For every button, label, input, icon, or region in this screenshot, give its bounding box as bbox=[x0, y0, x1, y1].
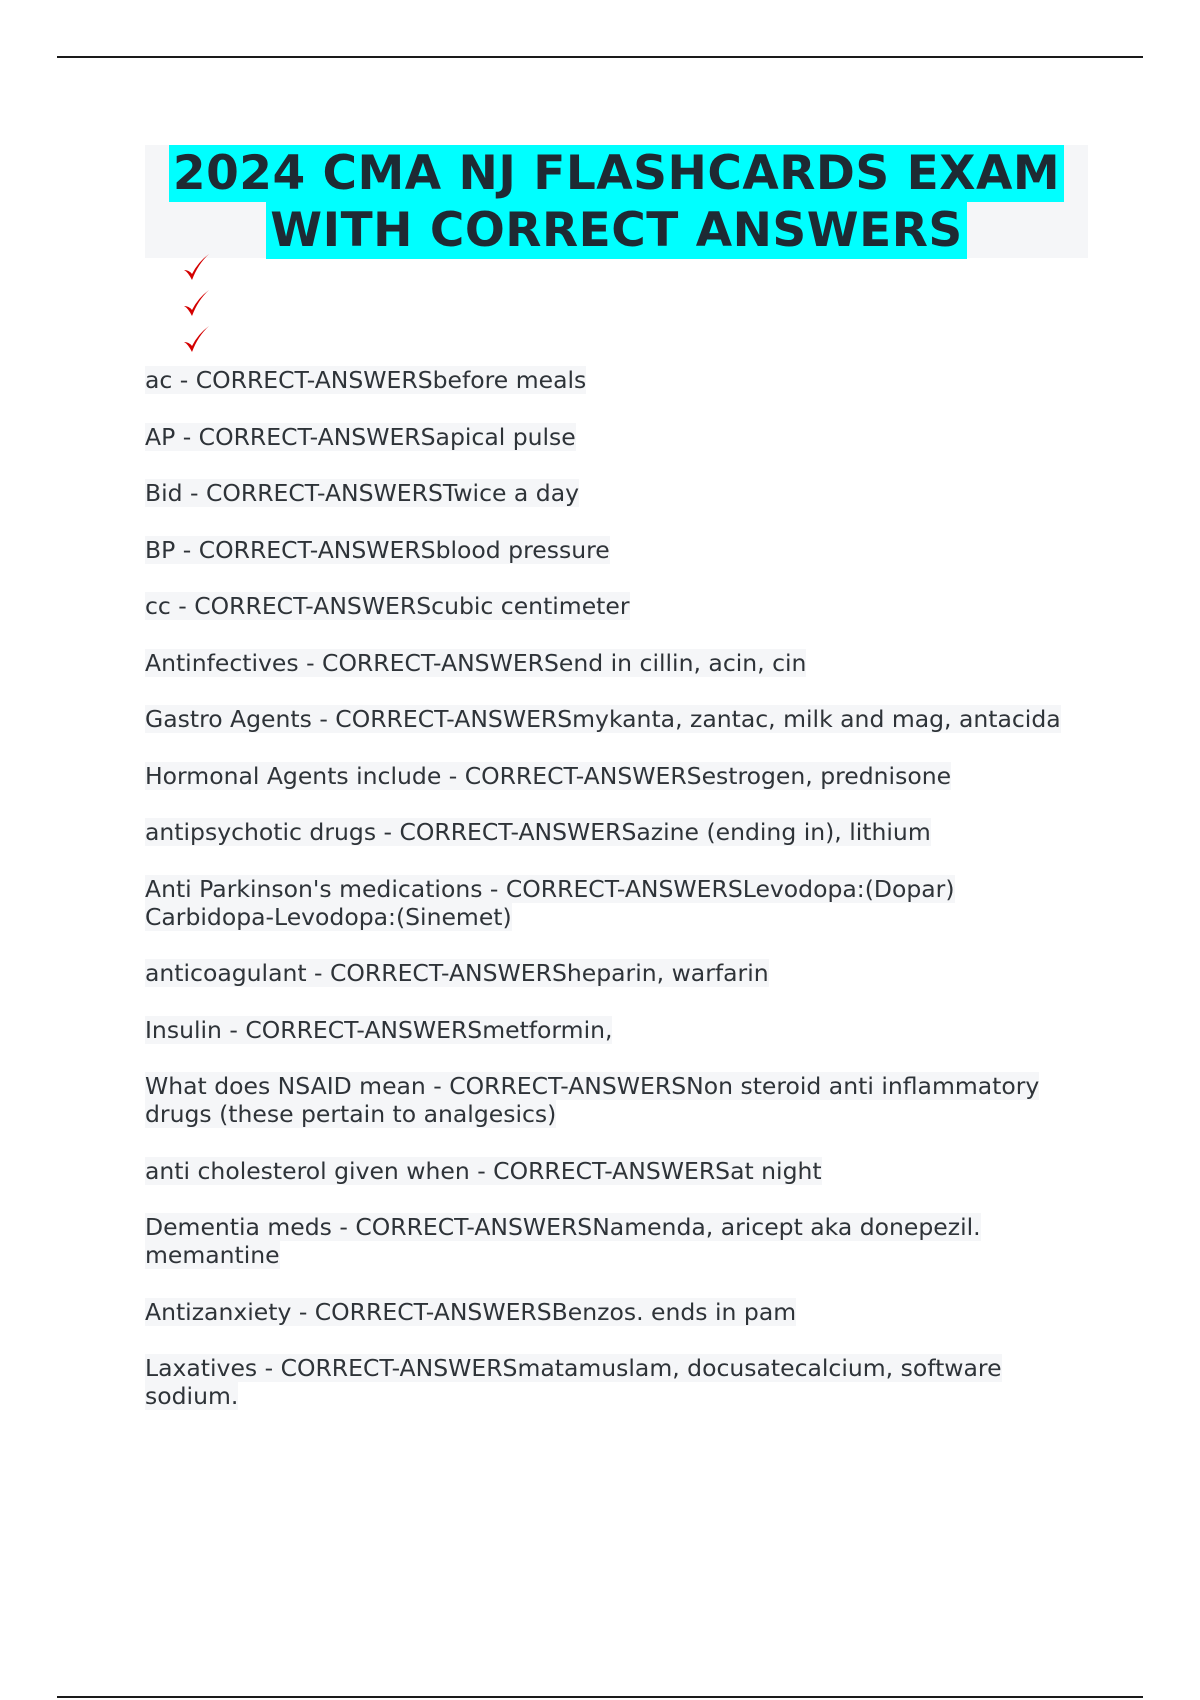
title-block bbox=[145, 145, 1088, 258]
list-item: Bid - CORRECT-ANSWERSTwice a day bbox=[145, 479, 580, 507]
list-item: Antizanxiety - CORRECT-ANSWERSBenzos. ends in pam bbox=[145, 1297, 797, 1326]
check-icon bbox=[180, 286, 212, 322]
list-item: Hormonal Agents include - CORRECT-ANSWERSestrogen, prednisone bbox=[145, 761, 952, 790]
page-title-line-2: WITH CORRECT ANSWERS bbox=[266, 202, 967, 259]
list-item: Laxatives - CORRECT-ANSWERSmatamuslam, docusatecalcium, software sodium. bbox=[145, 1354, 1002, 1410]
list-item: anticoagulant - CORRECT-ANSWERSheparin, warfarin bbox=[145, 959, 769, 987]
check-icon bbox=[180, 322, 212, 358]
checkmark-list bbox=[180, 250, 212, 358]
list-item: Antinfectives - CORRECT-ANSWERSend in cillin, acin, cin bbox=[145, 648, 807, 677]
page-title-line-1: 2024 CMA NJ FLASHCARDS EXAM bbox=[169, 145, 1064, 202]
list-item: BP - CORRECT-ANSWERSblood pressure bbox=[145, 535, 610, 564]
list-item: antipsychotic drugs - CORRECT-ANSWERSazine (ending in), lithium bbox=[145, 818, 931, 846]
list-item: What does NSAID mean - CORRECT-ANSWERSNon steroid anti inflammatory drugs (these pertain to analgesics) bbox=[145, 1072, 1040, 1128]
flashcard-list bbox=[145, 366, 1085, 1439]
list-item: AP - CORRECT-ANSWERSapical pulse bbox=[145, 422, 576, 451]
list-item: Dementia meds - CORRECT-ANSWERSNamenda, aricept aka donepezil. memantine bbox=[145, 1213, 981, 1269]
list-item: ac - CORRECT-ANSWERSbefore meals bbox=[145, 366, 587, 394]
list-item: Anti Parkinson's medications - CORRECT-ANSWERSLevodopa:(Dopar) Carbidopa-Levodopa:(Sinemet) bbox=[145, 874, 955, 931]
list-item: Gastro Agents - CORRECT-ANSWERSmykanta, zantac, milk and mag, antacida bbox=[145, 705, 1061, 733]
bottom-rule bbox=[57, 1696, 1143, 1698]
check-icon bbox=[180, 250, 212, 286]
list-item: anti cholesterol given when - CORRECT-ANSWERSat night bbox=[145, 1156, 822, 1185]
list-item: cc - CORRECT-ANSWERScubic centimeter bbox=[145, 592, 630, 620]
top-rule bbox=[57, 56, 1143, 58]
list-item: Insulin - CORRECT-ANSWERSmetformin, bbox=[145, 1015, 613, 1044]
